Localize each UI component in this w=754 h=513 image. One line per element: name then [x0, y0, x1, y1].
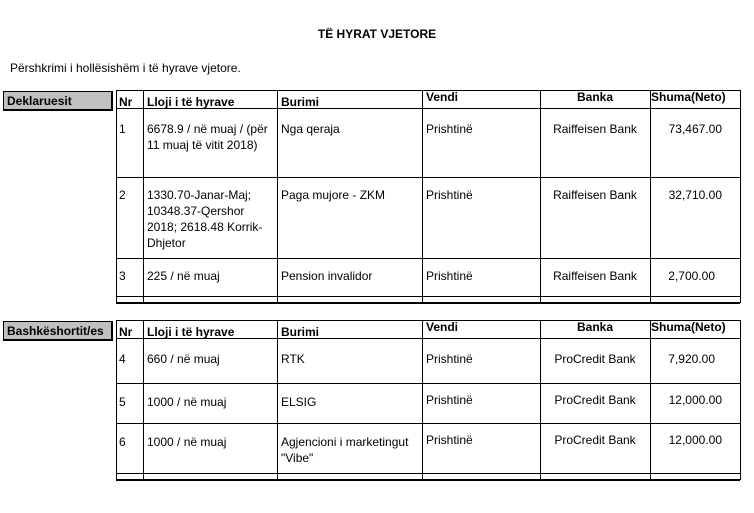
cell-burimi: Paga mujore - ZKM: [281, 188, 386, 202]
cell-lloji: 1330.70-Janar-Maj; 10348.37-Qershor 2018; 2618.48 Korrik-Dhjetor: [147, 188, 263, 250]
cell-lloji: 225 / në muaj: [147, 269, 220, 283]
cell-vendi: Prishtinë: [426, 433, 473, 447]
table-rule: [650, 90, 651, 303]
table-rule: [116, 302, 740, 304]
cell-shuma: 32,710.00: [668, 188, 722, 202]
section-label-spouse: Bashkëshortit/es: [3, 321, 113, 341]
cell-lloji: 1000 / në muaj: [147, 395, 227, 409]
cell-nr: 4: [119, 352, 126, 366]
page-subtitle: Përshkrimi i hollësishëm i të hyrave vjetore.: [10, 61, 241, 75]
cell-vendi: Prishtinë: [426, 352, 473, 366]
col-header-burimi: Burimi: [281, 325, 320, 339]
table-rule: [422, 320, 423, 480]
col-header-vendi: Vendi: [426, 90, 459, 104]
col-header-vendi: Vendi: [426, 320, 459, 334]
table-rule: [116, 473, 740, 474]
cell-nr: 5: [119, 395, 126, 409]
table-rule: [116, 177, 740, 178]
table-rule: [116, 258, 740, 259]
cell-lloji: 1000 / në muaj: [147, 435, 227, 449]
table-rule: [116, 90, 117, 303]
col-header-nr: Nr: [119, 95, 133, 109]
cell-banka: ProCredit Bank: [554, 393, 636, 407]
table-rule: [277, 320, 278, 480]
table-rule: [143, 90, 144, 303]
table-rule: [116, 423, 740, 424]
section-label-declarant: Deklaruesit: [3, 91, 113, 111]
table-rule: [740, 320, 741, 480]
table-rule: [116, 383, 740, 384]
table-rule: [277, 90, 278, 303]
table-rule: [116, 296, 740, 297]
table-rule: [650, 320, 651, 480]
cell-nr: 2: [119, 188, 126, 202]
table-rule: [143, 320, 144, 480]
col-header-nr: Nr: [119, 325, 133, 339]
cell-banka: Raiffeisen Bank: [553, 122, 637, 136]
cell-shuma: 12,000.00: [668, 393, 722, 407]
cell-shuma: 73,467.00: [668, 122, 722, 136]
cell-banka: Raiffeisen Bank: [553, 269, 637, 283]
table-rule: [422, 90, 423, 303]
cell-burimi: Nga qeraja: [281, 122, 340, 136]
col-header-banka: Banka: [576, 320, 614, 334]
cell-shuma: 2,700.00: [668, 269, 715, 283]
cell-burimi: RTK: [281, 352, 305, 366]
cell-shuma: 12,000.00: [668, 433, 722, 447]
cell-vendi: Prishtinë: [426, 269, 473, 283]
col-header-burimi: Burimi: [281, 95, 320, 109]
cell-burimi: ELSIG: [281, 395, 317, 409]
cell-burimi: Agjencioni i marketingut "Vibe": [281, 435, 409, 465]
cell-banka: ProCredit Bank: [554, 352, 636, 366]
cell-banka: Raiffeisen Bank: [553, 188, 637, 202]
cell-lloji: 660 / në muaj: [147, 352, 220, 366]
table-rule: [740, 90, 741, 303]
cell-banka: ProCredit Bank: [554, 433, 636, 447]
cell-vendi: Prishtinë: [426, 122, 473, 136]
col-header-lloji: Lloji i të hyrave: [147, 95, 235, 109]
table-rule: [116, 479, 740, 481]
cell-nr: 1: [119, 122, 126, 136]
cell-burimi: Pension invalidor: [281, 269, 373, 283]
col-header-banka: Banka: [576, 90, 614, 104]
cell-shuma: 7,920.00: [668, 352, 715, 366]
cell-lloji: 6678.9 / në muaj / (për 11 muaj të vitit 2018): [147, 122, 268, 152]
table-rule: [116, 320, 117, 480]
cell-nr: 6: [119, 435, 126, 449]
cell-vendi: Prishtinë: [426, 188, 473, 202]
col-header-shuma: Shuma(Neto): [651, 90, 726, 104]
col-header-lloji: Lloji i të hyrave: [147, 325, 235, 339]
page-title: TË HYRAT VJETORE: [317, 27, 437, 41]
col-header-shuma: Shuma(Neto): [651, 320, 726, 334]
cell-nr: 3: [119, 269, 126, 283]
cell-vendi: Prishtinë: [426, 393, 473, 407]
